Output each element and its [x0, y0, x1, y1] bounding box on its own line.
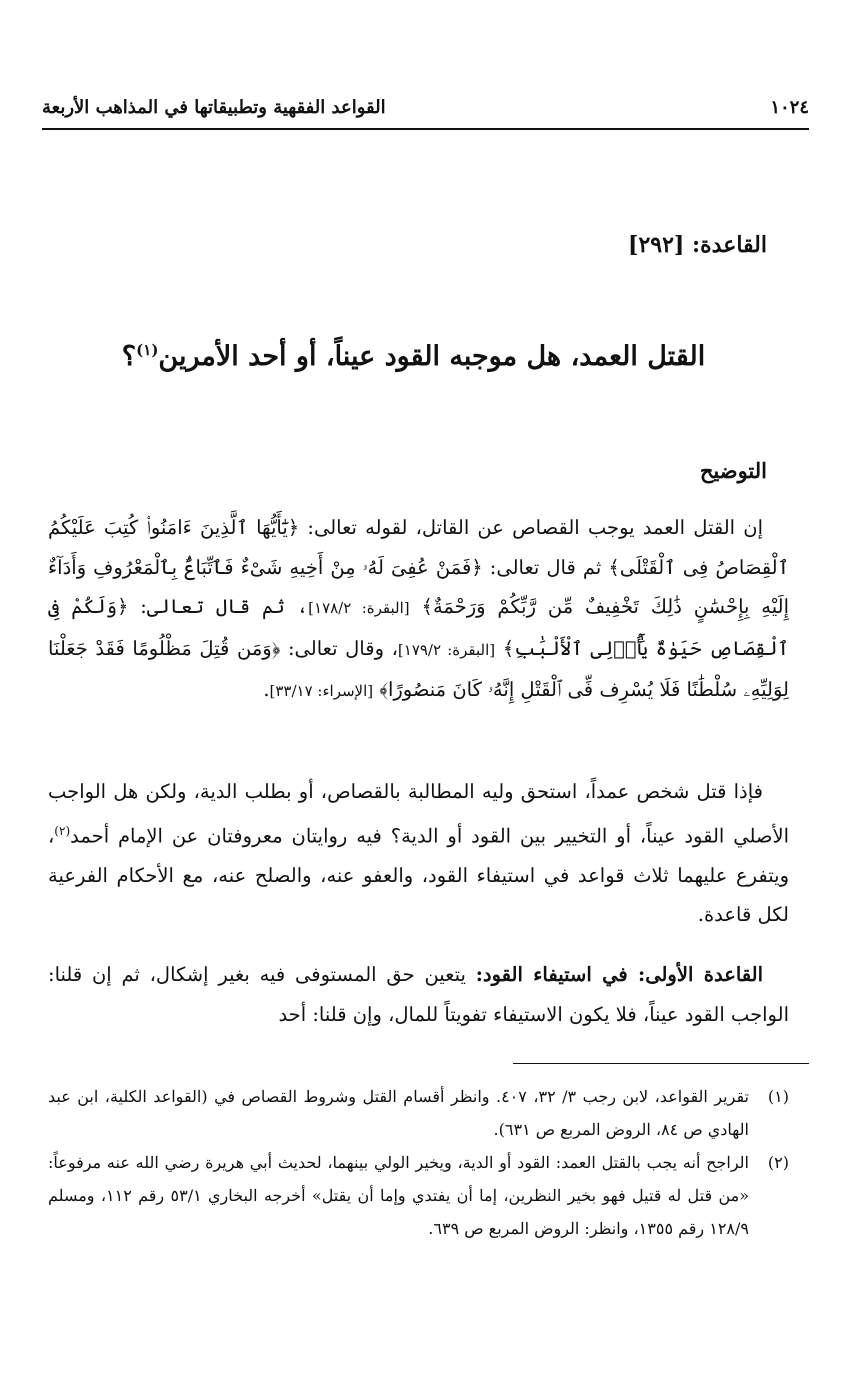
- quran-verse-3: ﴿وَلَكُمْ فِى ٱلْقِصَاصِ حَيَوٰةٌ يَٰٓأُو۟لِى ٱلْأَلْبَٰبِ﴾: [48, 595, 789, 660]
- footnote: [48, 1080, 789, 1146]
- footnote-number: (٢): [767, 1153, 789, 1172]
- rule-number-label: [628, 232, 767, 258]
- paragraph-2: [48, 772, 789, 935]
- verse-reference-2: [البقرة: ١٧٩/٢]: [397, 640, 496, 659]
- p1-intro: إن القتل العمد يوجب القصاص عن القاتل، لقوله تعالى:: [307, 516, 764, 539]
- paragraph-1: [48, 508, 789, 712]
- footnotes: [48, 1080, 789, 1245]
- title-footnote-mark: (١): [136, 341, 159, 359]
- footnote: [48, 1146, 789, 1245]
- p1-mid-1: ثم قال تعالى:: [489, 555, 602, 579]
- quran-verse-2: ﴿فَمَنْ عُفِىَ لَهُۥ مِنْ أَخِيهِ شَىْءٌ فَٱتِّبَاعٌۢ بِٱلْمَعْرُوفِ وَأَدَآءٌ إِلَيْهِ بِإِحْسَٰنٍ ذَٰلِكَ تَخْفِيفٌ مِّن رَّبِّكُمْ وَرَحْمَةٌ﴾: [48, 555, 789, 618]
- p1-mid-2: ، ثم قال تعالى:: [140, 595, 309, 618]
- quran-verse-1: ﴿يَٰٓأَيُّهَا ٱلَّذِينَ ءَامَنُوا۟ كُتِبَ عَلَيْكُمُ ٱلْقِصَاصُ فِى ٱلْقَتْلَى﴾: [48, 516, 789, 579]
- section-heading: التوضيح: [699, 458, 767, 483]
- verse-reference-3: [الإسراء: ٣٣/١٧]: [269, 682, 374, 700]
- quran-verse-4: ﴿وَمَن قُتِلَ مَظْلُومًا فَقَدْ جَعَلْنَا لِوَلِيِّهِۦ سُلْطَٰنًا فَلَا يُسْرِف فِّى ٱلْقَتْلِ إِنَّهُۥ كَانَ مَنصُورًا﴾: [48, 636, 789, 701]
- verse-reference-1: [البقرة: ١٧٨/٢]: [308, 599, 410, 617]
- p1-mid-3: ، وقال تعالى:: [287, 636, 398, 660]
- footnote-separator: [513, 1063, 809, 1064]
- rule-number: [٢٩٢]: [628, 232, 685, 258]
- paragraph-3: [48, 955, 789, 1034]
- page-number: ١٠٢٤: [770, 97, 809, 118]
- rule-label-text: القاعدة:: [692, 232, 767, 258]
- p1-end: .: [263, 678, 270, 701]
- p2-text-b: ، ويتفرع عليهما ثلاث قواعد في استيفاء القود، والعفو عنه، والصلح عنه، مع الأحكام الفرعية لكل قاعدة.: [48, 824, 789, 926]
- rule-title: [60, 338, 767, 376]
- rule-title-text: القتل العمد، هل موجبه القود عيناً، أو أحد الأمرين: [158, 341, 706, 372]
- footnote-number: (١): [767, 1087, 789, 1106]
- p2-text-a: فإذا قتل شخص عمداً، استحق وليه المطالبة بالقصاص، أو بطلب الدية، ولكن هل الواجب الأصلي القود عيناً، أو التخيير بين القود أو الدية؟ فيه روايتان معروفتان عن الإمام أحمد: [48, 780, 789, 847]
- footnote-text: الراجح أنه يجب بالقتل العمد: القود أو الدية، ويخير الولي بينهما، لحديث أبي هريرة رضي الله عنه مرفوعاً: «من قتل له قتيل فهو بخير النظرين، إما أن يفتدي وإما أن يقتل» أخرجه البخاري ٥٣/١ رقم ١١٢، ومسلم ١٢٨/٩ رقم ١٣٥٥، وانظر: الروض المربع ص ٦٣٩.: [48, 1153, 750, 1238]
- p2-footnote-mark: (٢): [54, 823, 71, 838]
- title-question-mark: ؟: [121, 341, 137, 372]
- p3-text: يتعين حق المستوفى فيه بغير إشكال، ثم إن قلنا: الواجب القود عيناً، فلا يكون الاستيفاء تفويتاً للمال، وإن قلنا: أحد: [48, 963, 789, 1026]
- book-title: القواعد الفقهية وتطبيقاتها في المذاهب الأربعة: [42, 97, 386, 118]
- p3-lead: القاعدة الأولى: في استيفاء القود:: [475, 963, 763, 986]
- running-header: [42, 92, 809, 130]
- footnote-text: تقرير القواعد، لابن رجب ٣/ ٣٢، ٤٠٧. وانظر أقسام القتل وشروط القصاص في (القواعد الكلية، ابن عبد الهادي ص ٨٤، الروض المربع ص ٦٣١).: [48, 1087, 750, 1139]
